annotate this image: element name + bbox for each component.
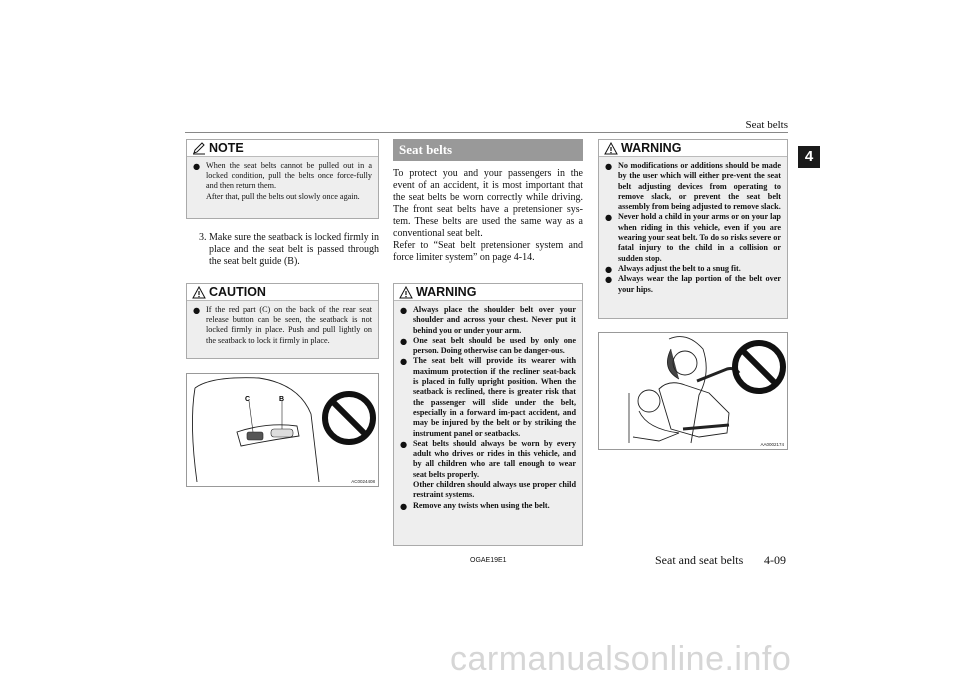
child-on-lap-figure — [598, 332, 788, 450]
step-number: 3. — [199, 232, 207, 243]
running-header: Seat belts — [745, 119, 788, 131]
bullet-icon: ● — [605, 263, 613, 274]
bullet-icon: ● — [400, 305, 408, 315]
label-b: B — [279, 396, 285, 403]
body-paragraph: Refer to “Seat belt pretensioner system and force limiter system” on page 4-14. — [393, 240, 583, 263]
warning-title: WARNING — [416, 285, 477, 299]
watermark: carmanualsonline.info — [450, 640, 792, 678]
section-title: Seat belts — [393, 139, 583, 161]
bullet-icon: ● — [400, 356, 408, 367]
caution-item-text: If the red part (C) on the back of the rear seat release button can be seen, the seatback is not locked firmly in place. Push and pull lightly on the seatback to lock it firmly in place. — [206, 305, 372, 345]
warning-item-text: One seat belt should be used by only one person. Doing otherwise can be danger-ous. — [413, 335, 576, 356]
warning-item-text: Other children should always use proper child restraint systems. — [413, 480, 576, 500]
warning-box-middle — [393, 283, 583, 546]
warning-item — [400, 501, 576, 511]
warning-header — [394, 284, 582, 301]
body-paragraph: To protect you and your passengers in the event of an accident, it is most important that the seat belts be worn correctly while driving. The front seat belts have a pretensioner sys-tem. These belts are used the same way as a conventional seat belt. — [393, 168, 583, 239]
warning-item-text: The seat belt will provide its wearer with maximum protection if the recliner seat-back is placed in fully upright position. When the seatback is reclined, there is greater risk that the passenger will slide under the belt, especially in a forward im-pact accident, and may be injured by the belt or by striking the instrument panel or seatbacks. — [413, 356, 576, 438]
seat-release-figure — [186, 373, 379, 487]
warning-triangle-icon — [192, 286, 206, 299]
prohibition-icon — [325, 394, 373, 442]
warning-box-right — [598, 139, 788, 319]
warning-header — [599, 140, 787, 157]
warning-item — [400, 356, 576, 438]
warning-item — [605, 264, 781, 274]
footer-section-name: Seat and seat belts — [655, 553, 744, 567]
bullet-icon: ● — [193, 305, 201, 315]
warning-item-text: No modifications or additions should be made by the user which will either pre-vent the seat belt adjusting devices from operating to remove slack, or prevent the seat belt assembly from being adjusted to remove slack. — [618, 161, 781, 212]
caution-title: CAUTION — [209, 285, 266, 299]
warning-item-text: Remove any twists when using the belt. — [413, 500, 550, 510]
note-item-text: When the seat belts cannot be pulled out in a locked condition, pull the belts once force-fully and then return them. — [206, 161, 372, 191]
warning-item — [400, 305, 576, 336]
note-item — [193, 161, 372, 202]
note-pencil-icon — [192, 142, 206, 155]
warning-triangle-icon — [399, 286, 413, 299]
note-box — [186, 139, 379, 219]
bullet-icon: ● — [605, 161, 613, 171]
warning-item-text: Always wear the lap portion of the belt over your hips. — [618, 274, 781, 294]
bullet-icon: ● — [605, 274, 613, 285]
bullet-icon: ● — [400, 500, 408, 511]
warning-item-text: Never hold a child in your arms or on your lap when riding in this vehicle, even if you are wearing your seat belt. To do so risks severe or fatal injury to the child in a collision or sudden stop. — [618, 212, 781, 263]
warning-item — [605, 274, 781, 295]
note-title: NOTE — [209, 141, 244, 155]
chapter-tab: 4 — [798, 146, 820, 168]
bullet-icon: ● — [400, 335, 408, 346]
figure-code: AA0002174 — [760, 442, 784, 447]
caution-box — [186, 283, 379, 359]
warning-item-text: Seat belts should always be worn by every adult who drives or rides in this vehicle, and by all children who are tall enough to wear seat belts properly. — [413, 438, 576, 479]
caution-item — [193, 305, 372, 346]
warning-triangle-icon — [604, 142, 618, 155]
warning-item-text: Always adjust the belt to a snug fit. — [618, 263, 741, 273]
warning-item-text: Always place the shoulder belt over your shoulder and across your chest. Never put it behind you or under your arm. — [413, 305, 576, 335]
caution-header — [187, 284, 378, 301]
label-c: C — [245, 396, 251, 403]
child-on-lap-illustration — [599, 333, 788, 450]
warning-item — [605, 212, 781, 263]
warning-title: WARNING — [621, 141, 682, 155]
header-rule — [185, 132, 788, 133]
note-header — [187, 140, 378, 157]
footer-code: OGAE19E1 — [470, 557, 507, 564]
bullet-icon: ● — [193, 161, 201, 171]
step-3 — [199, 232, 379, 268]
bullet-icon: ● — [400, 438, 408, 449]
warning-item — [400, 439, 576, 501]
prohibition-icon — [735, 343, 783, 391]
warning-item — [605, 161, 781, 212]
seat-release-illustration — [187, 374, 379, 487]
step-text: Make sure the seatback is locked firmly in place and the seat belt is passed through the seat belt guide (B). — [209, 232, 379, 267]
figure-code: AC0024408 — [351, 479, 375, 484]
note-item-text: After that, pull the belts out slowly once again. — [206, 191, 360, 201]
bullet-icon: ● — [605, 212, 613, 223]
page-number: 4-09 — [764, 553, 786, 567]
section-body — [393, 168, 583, 264]
warning-item — [400, 336, 576, 357]
